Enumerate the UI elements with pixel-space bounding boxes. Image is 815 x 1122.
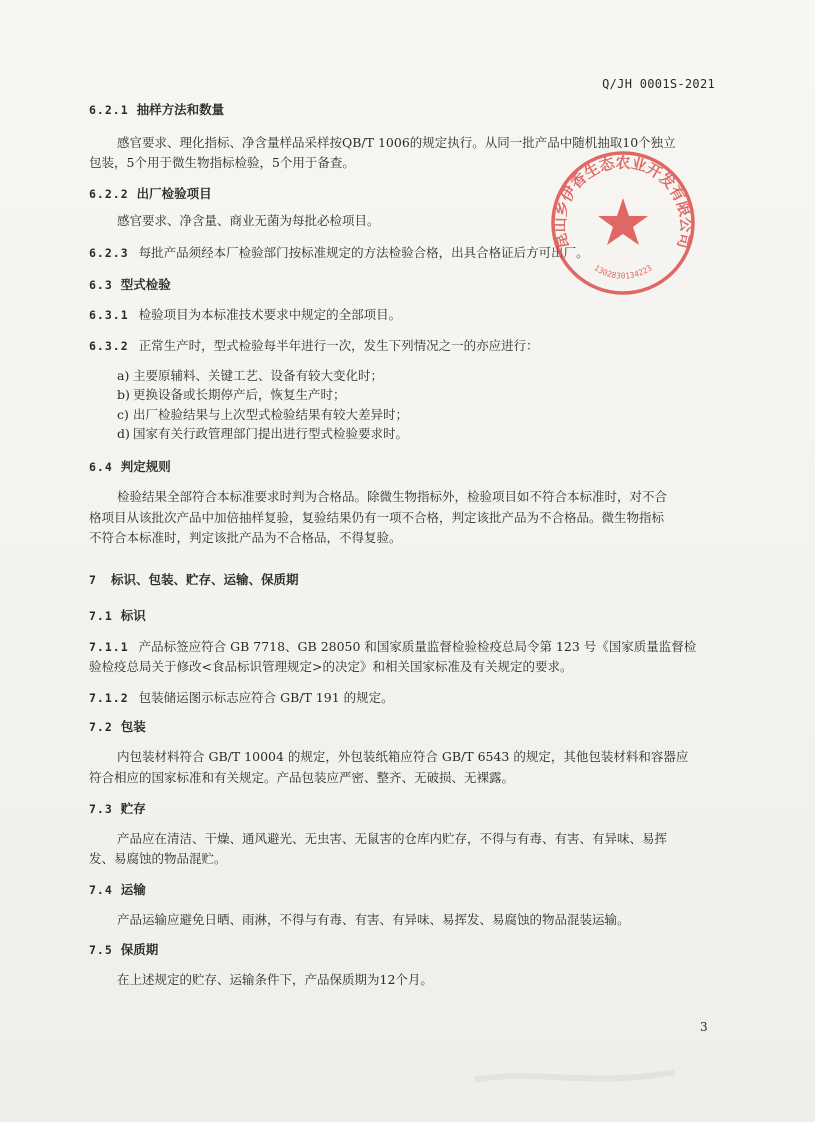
standard-code: Q/JH 0001S-2021 [602, 77, 715, 91]
section-number: 7.1.1 [89, 640, 129, 654]
section-number: 7.2 [89, 720, 113, 734]
list-item [117, 405, 408, 425]
paragraph-line: 不符合本标准时，判定该批产品为不合格品，不得复验。 [89, 530, 402, 545]
section-number: 7 [89, 573, 97, 587]
section-title: 标识、包装、贮存、运输、保质期 [111, 572, 299, 587]
section-title: 型式检验 [120, 277, 171, 292]
list-marker: a) [117, 368, 130, 383]
heading-7-4 [89, 880, 146, 898]
section-number: 6.2.3 [89, 246, 129, 260]
paragraph-line: 感官要求、理化指标、净含量样品采样按QB/T 1006的规定执行。从同一批产品中随机抽取10个独立 [117, 135, 676, 150]
seal-company-name: 昆山乡伊香生态农业开发有限公司 [550, 153, 696, 251]
svg-text:1302830134223 [592, 263, 653, 281]
paragraph-line: 在上述规定的贮存、运输条件下，产品保质期为12个月。 [117, 972, 433, 987]
scan-smudge [470, 1060, 680, 1090]
section-number: 7.4 [89, 883, 113, 897]
section-number: 6.2.2 [89, 187, 129, 201]
section-number: 7.5 [89, 943, 113, 957]
list-text: 国家有关行政管理部门提出进行型式检验要求时。 [133, 426, 409, 441]
section-number: 6.3.2 [89, 339, 129, 353]
clause-text: 包装储运图示标志应符合 GB/T 191 的规定。 [138, 690, 394, 705]
list-item [117, 424, 408, 444]
clause-text: 每批产品须经本厂检验部门按标准规定的方法检验合格，出具合格证后方可出厂。 [138, 245, 589, 260]
heading-6-3 [89, 275, 171, 293]
paragraph-line: 内包装材料符合 GB/T 10004 的规定，外包装纸箱应符合 GB/T 6543 的规定，其他包装材料和容器应 [117, 749, 689, 764]
paragraph-line: 检验结果全部符合本标准要求时判为合格品。除微生物指标外，检验项目如不符合本标准时，对不合 [117, 489, 668, 504]
paragraph-line: 包装，5个用于微生物指标检验，5个用于备查。 [89, 155, 355, 170]
clause-7-1-2 [89, 688, 394, 708]
section-title: 出厂检验项目 [136, 186, 212, 201]
paragraph-line: 符合相应的国家标准和有关规定。产品包装应严密、整齐、无破损、无裸露。 [89, 770, 515, 785]
list-text: 主要原辅料、关键工艺、设备有较大变化时； [133, 368, 384, 383]
list-marker: d) [117, 426, 130, 441]
heading-6-2-2 [89, 184, 212, 202]
paragraph-line: 验检疫总局关于修改<食品标识管理规定>的决定》和相关国家标准及有关规定的要求。 [89, 659, 573, 674]
list-marker: c) [117, 407, 129, 422]
section-number: 7.1.2 [89, 691, 129, 705]
list-marker: b) [117, 387, 130, 402]
section-number: 7.3 [89, 802, 113, 816]
clause-text: 正常生产时，型式检验每半年进行一次，发生下列情况之一的亦应进行： [138, 338, 539, 353]
paragraph-line: 产品应在清洁、干燥、通风避光、无虫害、无鼠害的仓库内贮存，不得与有毒、有害、有异味、易挥 [117, 831, 668, 846]
section-number: 7.1 [89, 609, 113, 623]
paragraph-line: 产品运输应避免日晒、雨淋，不得与有毒、有害、有异味、易挥发、易腐蚀的物品混装运输。 [117, 912, 630, 927]
heading-7 [89, 570, 299, 588]
section-number: 6.4 [89, 460, 113, 474]
heading-7-3 [89, 799, 146, 817]
seal-code: 1302830134223 [592, 263, 654, 281]
section-title: 抽样方法和数量 [136, 102, 225, 117]
heading-6-4 [89, 457, 171, 475]
section-title: 贮存 [120, 801, 146, 816]
clause-6-3-2 [89, 336, 539, 356]
section-title: 包装 [120, 719, 146, 734]
paragraph-line: 格项目从该批次产品中加倍抽样复验，复验结果仍有一项不合格，判定该批产品为不合格品。微生物指标 [89, 510, 665, 525]
page-number: 3 [700, 1020, 708, 1034]
section-title: 标识 [120, 608, 146, 623]
section-title: 保质期 [120, 942, 159, 957]
heading-7-2 [89, 717, 146, 735]
seal-star-icon [598, 198, 648, 245]
clause-6-2-3 [89, 243, 589, 263]
clause-text: 检验项目为本标准技术要求中规定的全部项目。 [138, 307, 402, 322]
clause-7-1-1 [89, 637, 696, 657]
clause-6-3-1 [89, 305, 401, 325]
paragraph-line: 感官要求、净含量、商业无菌为每批必检项目。 [117, 213, 380, 228]
section-title: 运输 [120, 882, 146, 897]
heading-7-5 [89, 940, 158, 958]
section-number: 6.2.1 [89, 103, 129, 117]
clause-text: 产品标签应符合 GB 7718、GB 28050 和国家质量监督检验检疫总局令第 123 号《国家质量监督检 [138, 639, 697, 654]
section-number: 6.3.1 [89, 308, 129, 322]
heading-7-1 [89, 606, 146, 624]
list-item [117, 366, 383, 386]
heading-6-2-1 [89, 100, 224, 118]
section-title: 判定规则 [120, 459, 171, 474]
paragraph-line: 发、易腐蚀的物品混贮。 [89, 851, 227, 866]
list-text: 更换设备或长期停产后，恢复生产时； [133, 387, 346, 402]
list-item [117, 385, 346, 405]
list-text: 出厂检验结果与上次型式检验结果有较大差异时； [133, 407, 409, 422]
company-seal-stamp [548, 148, 698, 298]
section-number: 6.3 [89, 278, 113, 292]
